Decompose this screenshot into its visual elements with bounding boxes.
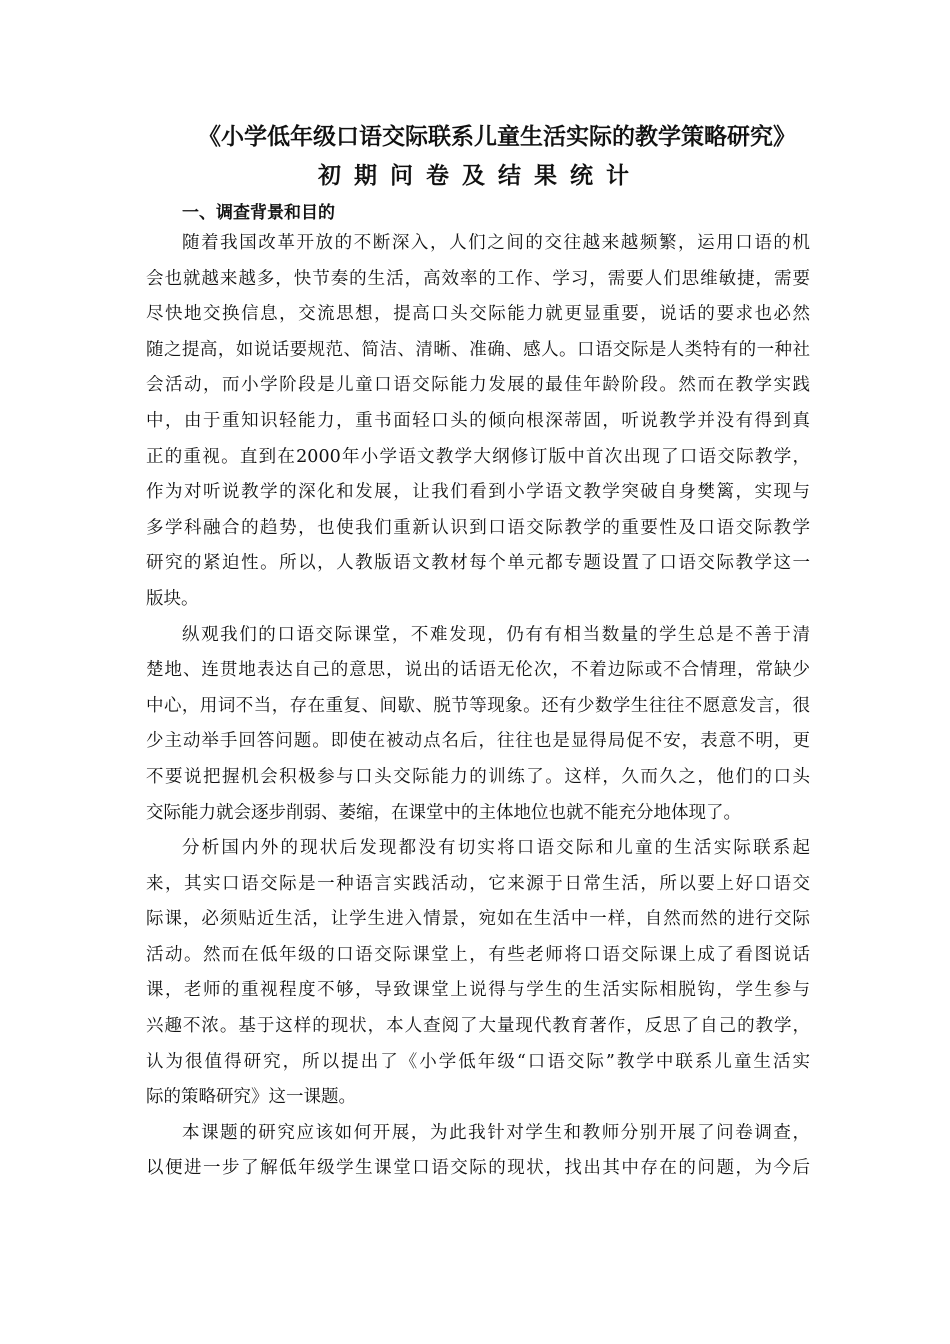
paragraph-line: 兴趣不浓。基于这样的现状，本人查阅了大量现代教育著作，反思了自己的教学， — [146, 1016, 810, 1037]
paragraph-line: 少主动举手回答问题。即使在被动点名后，往往也是显得局促不安，表意不明，更 — [146, 731, 810, 752]
document-subtitle: 初期问卷及结果统计 — [318, 163, 642, 189]
paragraph-line: 作为对听说教学的深化和发展，让我们看到小学语文教学突破自身樊篱，实现与 — [146, 482, 810, 503]
body-text — [146, 226, 810, 1187]
paragraph-line: 研究的紧迫性。所以，人教版语文教材每个单元都专题设置了口语交际教学这一 — [146, 553, 810, 574]
paragraph-line: 中，由于重知识轻能力，重书面轻口头的倾向根深蒂固，听说教学并没有得到真 — [146, 410, 810, 431]
paragraph-line: 不要说把握机会积极参与口头交际能力的训练了。这样，久而久之，他们的口头 — [146, 766, 810, 787]
paragraph-line: 版块。 — [146, 588, 199, 609]
section-heading: 一、调查背景和目的 — [182, 203, 335, 223]
paragraph-line: 随之提高，如说话要规范、简洁、清晰、准确、感人。口语交际是人类特有的一种社 — [146, 339, 810, 360]
paragraph-line: 课，老师的重视程度不够，导致课堂上说得与学生的生活实际相脱钩，学生参与 — [146, 980, 810, 1001]
paragraph-line: 中心，用词不当，存在重复、间歇、脱节等现象。还有少数学生往往不愿意发言，很 — [146, 695, 810, 716]
paragraph-line: 交际能力就会逐步削弱、萎缩，在课堂中的主体地位也就不能充分地体现了。 — [146, 802, 741, 823]
paragraph-line: 以便进一步了解低年级学生课堂口语交际的现状，找出其中存在的问题，为今后 — [146, 1158, 810, 1179]
paragraph-line: 纵观我们的口语交际课堂，不难发现，仍有有相当数量的学生总是不善于清 — [182, 624, 810, 645]
paragraph-line: 认为很值得研究，所以提出了《小学低年级“口语交际”教学中联系儿童生活实 — [146, 1051, 810, 1072]
paragraph-line: 际的策略研究》这一课题。 — [146, 1087, 356, 1108]
paragraph-line: 随着我国改革开放的不断深入，人们之间的交往越来越频繁，运用口语的机 — [182, 233, 810, 253]
paragraph-line: 本课题的研究应该如何开展，为此我针对学生和教师分别开展了问卷调查， — [182, 1122, 810, 1143]
paragraph-line: 会活动，而小学阶段是儿童口语交际能力发展的最佳年龄阶段。然而在教学实践 — [146, 375, 810, 396]
paragraph-line: 正的重视。直到在2000年小学语文教学大纲修订版中首次出现了口语交际教学， — [146, 446, 810, 467]
paragraph-line: 来，其实口语交际是一种语言实践活动，它来源于日常生活，所以要上好口语交 — [146, 873, 810, 894]
paragraph-line: 会也就越来越多，快节奏的生活，高效率的工作、学习，需要人们思维敏捷，需要 — [146, 268, 810, 289]
paragraph-line: 尽快地交换信息，交流思想，提高口头交际能力就更显重要，说话的要求也必然 — [146, 304, 810, 325]
paragraph-line: 际课，必须贴近生活，让学生进入情景，宛如在生活中一样，自然而然的进行交际 — [146, 909, 810, 930]
paragraph-line: 楚地、连贯地表达自己的意思，说出的话语无伦次，不着边际或不合情理，常缺少 — [146, 660, 810, 681]
paragraph-line: 活动。然而在低年级的口语交际课堂上，有些老师将口语交际课上成了看图说话 — [146, 944, 810, 965]
paragraph-line: 分析国内外的现状后发现都没有切实将口语交际和儿童的生活实际联系起 — [182, 838, 810, 859]
document-title: 《小学低年级口语交际联系儿童生活实际的教学策略研究》 — [198, 124, 796, 150]
paragraph-line: 多学科融合的趋势，也使我们重新认识到口语交际教学的重要性及口语交际教学 — [146, 517, 810, 538]
